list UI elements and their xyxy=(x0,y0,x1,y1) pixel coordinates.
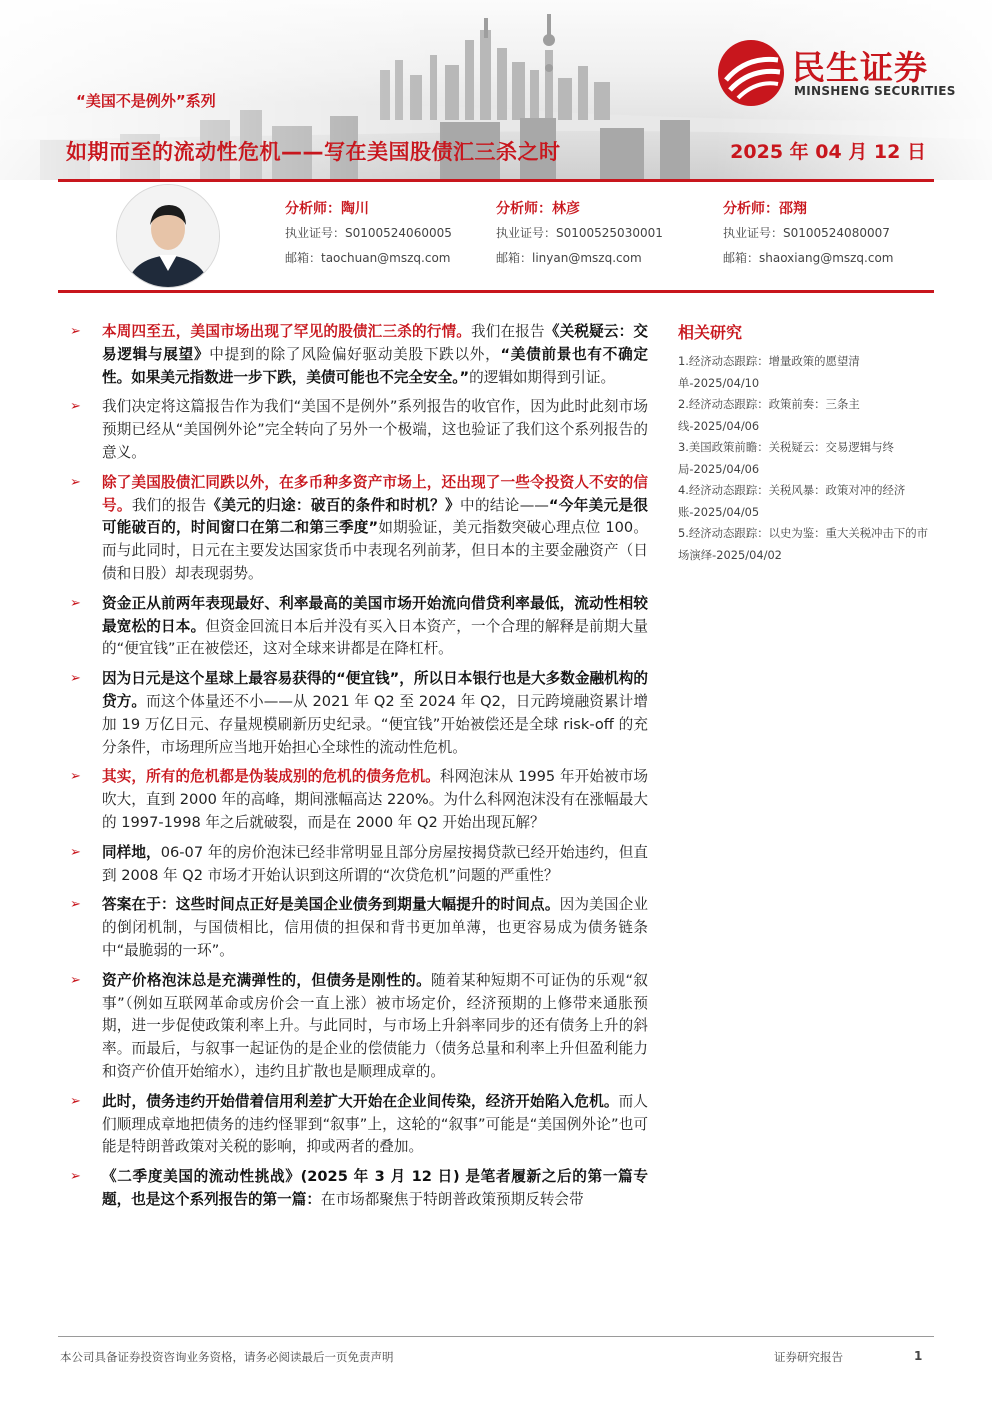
body-text-segment: 我们在报告 xyxy=(471,323,545,340)
related-research-link[interactable]: 1.经济动态跟踪：增量政策的愿望清单-2025/04/10 xyxy=(678,354,860,390)
body-text-segment: 因为美国企业的倒闭机制，与国债相比，信用债的担保和背书更加单薄，也更容易成为债务链条中“最脆弱的一环”。 xyxy=(102,896,648,959)
analyst-email: 邮箱：shaoxiang@mszq.com xyxy=(723,251,894,265)
analyst-cert-number: 执业证号：S0100524080007 xyxy=(723,226,890,240)
header-rule xyxy=(58,179,934,182)
bullet-arrow-icon: ➢ xyxy=(70,769,81,785)
header-banner xyxy=(0,0,992,180)
bullet-arrow-icon: ➢ xyxy=(70,324,81,339)
body-text-segment: 随着某种短期不可证伪的乐观“叙事”（例如互联网革命或房价会一直上涨）被市场定价，经济预期的上修带来通胀预期，进一步促使政策利率上升。与此同时，与市场上升斜率同步的还有债务上升的斜率。而最后，与叙事一起证伪的是企业的偿债能力（债务总量和利率上升但盈利能力和资产价值开始缩水），违约且扩散也是顺理成章的。 xyxy=(102,971,648,1080)
report-body xyxy=(68,321,648,1219)
footer-report-type: 证券研究报告 xyxy=(774,1350,843,1364)
related-research xyxy=(678,320,934,566)
bullet-arrow-icon: ➢ xyxy=(70,1169,81,1185)
bullet-arrow-icon: ➢ xyxy=(70,595,81,611)
body-emphasis-segment: 本周四至五，美国市场出现了罕见的股债汇三杀的行情。 xyxy=(102,323,472,340)
body-text-segment: 中的结论—— xyxy=(460,496,549,514)
report-date: 2025 年 04 月 12 日 xyxy=(730,141,926,163)
body-text-segment: 我们决定将这篇报告作为我们“美国不是例外”系列报告的收官作，因为此时此刻市场预期已经从“美国例外论”完全转向了另外一个极端，这也验证了我们这个系列报告的意义。 xyxy=(102,398,648,461)
analyst-cert-number: 执业证号：S0100525030001 xyxy=(496,226,663,240)
analyst-email: 邮箱：taochuan@mszq.com xyxy=(285,251,451,265)
footer-rule xyxy=(58,1336,934,1337)
body-emphasis-segment: 同样地， xyxy=(102,843,161,861)
body-text-segment: 中提到的除了风险偏好驱动美股下跌以外， xyxy=(209,345,501,363)
minsheng-logo-icon xyxy=(716,38,786,108)
body-text-segment: 但资金回流日本后并没有买入日本资产，一个合理的解释是前期大量的“便宜钱”正在被偿还，这对全球来讲都是在降杠杆。 xyxy=(102,617,648,658)
body-text-segment: 06-07 年的房价泡沫已经非常明显且部分房屋按揭贷款已经开始违约，但直到 2008 年 Q2 市场才开始认识到这所谓的“次贷危机”问题的严重性？ xyxy=(102,843,648,884)
analyst-3 xyxy=(723,198,894,274)
analyst-2 xyxy=(496,198,663,274)
body-emphasis-segment: “今年美元是很可能破百的，时间窗口在第二和第三季度” xyxy=(102,496,648,537)
related-research-link[interactable]: 4.经济动态跟踪：关税风暴：政策对冲的经济账-2025/04/05 xyxy=(678,483,906,519)
body-emphasis-segment: 《二季度美国的流动性挑战》(2025 年 3 月 12 日) 是笔者履新之后的第一篇专题，也是这个系列报告的第一篇： xyxy=(102,1168,648,1208)
body-paragraph xyxy=(68,321,648,389)
page-number: 1 xyxy=(914,1349,923,1363)
logo-english-text: MINSHENG SECURITIES xyxy=(794,84,956,98)
body-emphasis-segment: 答案在于：这些时间点正好是美国企业债务到期量大幅提升的时间点。 xyxy=(102,896,560,914)
analyst-photo xyxy=(116,184,220,288)
bullet-arrow-icon: ➢ xyxy=(70,972,81,988)
bullet-arrow-icon: ➢ xyxy=(70,474,81,490)
analyst-name: 分析师：邵翔 xyxy=(723,201,807,217)
body-paragraph xyxy=(68,970,648,1084)
analyst-portrait-icon xyxy=(117,185,219,287)
body-emphasis-segment: 此时，债务违约开始借着信用利差扩大开始在企业间传染，经济开始陷入危机。 xyxy=(102,1092,619,1110)
bullet-arrow-icon: ➢ xyxy=(70,844,81,860)
body-text-segment: 科网泡沫从 1995 年开始被市场吹大，直到 2000 年的高峰，期间涨幅高达 220%。为什么科网泡沫没有在涨幅最大的 1997-1998 年之后就破裂，而是在 2000 年 Q2 开始出现瓦解？ xyxy=(102,768,648,831)
body-paragraph xyxy=(68,1091,648,1159)
body-emphasis-segment: 《关税疑云：交易逻辑与展望》 xyxy=(102,323,648,363)
body-paragraph xyxy=(68,396,648,464)
bullet-arrow-icon: ➢ xyxy=(70,399,81,415)
related-research-link[interactable]: 5.经济动态跟踪：以史为鉴：重大关税冲击下的市场演绎-2025/04/02 xyxy=(678,526,929,562)
body-text-segment: 在市场都聚焦于特朗普政策预期反转会带 xyxy=(320,1190,584,1208)
body-emphasis-segment: 其实，所有的危机都是伪装成别的危机的债务危机。 xyxy=(102,768,440,786)
logo-chinese-text: 民生证券 xyxy=(792,48,928,87)
bullet-arrow-icon: ➢ xyxy=(70,671,81,687)
body-paragraph xyxy=(68,593,648,661)
body-text-segment: 如期验证，美元指数突破心理点位 100。而与此同时，日元在主要发达国家货币中表现名列前茅，但日本的主要金融资产（日债和日股）却表现弱势。 xyxy=(102,519,648,582)
series-label: “美国不是例外”系列 xyxy=(76,92,216,110)
body-emphasis-segment: 资金正从前两年表现最好、利率最高的美国市场开始流向借贷利率最低，流动性相较最宽松的日本。 xyxy=(102,594,648,635)
body-paragraph xyxy=(68,668,648,759)
body-paragraph xyxy=(68,472,648,586)
body-paragraph xyxy=(68,766,648,834)
report-title: 如期而至的流动性危机——写在美国股债汇三杀之时 xyxy=(66,140,561,164)
related-research-link[interactable]: 2.经济动态跟踪：政策前奏：三条主线-2025/04/06 xyxy=(678,397,860,433)
analyst-cert-number: 执业证号：S0100524060005 xyxy=(285,226,452,240)
footer-disclaimer: 本公司具备证券投资咨询业务资格，请务必阅读最后一页免责声明 xyxy=(60,1350,394,1364)
body-emphasis-segment: 因为日元是这个星球上最容易获得的“便宜钱”，所以日本银行也是大多数金融机构的贷方。 xyxy=(102,670,648,710)
analyst-name: 分析师：林彦 xyxy=(496,201,580,217)
analyst-email: 邮箱：linyan@mszq.com xyxy=(496,251,642,265)
bullet-arrow-icon: ➢ xyxy=(70,897,81,913)
analyst-name: 分析师：陶川 xyxy=(285,201,369,217)
body-emphasis-segment: 除了美国股债汇同跌以外，在多币种多资产市场上，还出现了一些令投资人不安的信号。 xyxy=(102,473,648,514)
body-paragraph xyxy=(68,842,648,888)
bullet-arrow-icon: ➢ xyxy=(70,1093,81,1109)
body-text-segment: 而人们顺理成章地把债务的违约怪罪到“叙事”上，这轮的“叙事”可能是“美国例外论”也可能是特朗普政策对关税的影响，抑或两者的叠加。 xyxy=(102,1092,648,1156)
body-paragraph xyxy=(68,1166,648,1212)
body-text-segment: 的逻辑如期得到引证。 xyxy=(469,368,616,386)
body-emphasis-segment: “美债前景也有不确定性。如果美元指数进一步下跌，美债可能也不完全安全。” xyxy=(102,345,648,386)
analyst-1 xyxy=(285,198,452,274)
body-emphasis-segment: 资产价格泡沫总是充满弹性的，但债务是刚性的。 xyxy=(102,971,432,989)
body-emphasis-segment: 《美元的归途：破百的条件和时机？》 xyxy=(206,496,461,514)
body-text-segment: 我们的报告 xyxy=(131,496,207,514)
related-research-link[interactable]: 3.美国政策前瞻：关税疑云：交易逻辑与终局-2025/04/06 xyxy=(678,440,894,476)
body-paragraph xyxy=(68,894,648,962)
minsheng-logo xyxy=(716,38,966,108)
related-research-title: 相关研究 xyxy=(678,323,743,342)
analyst-rule xyxy=(58,290,934,293)
body-text-segment: 而这个体量还不小——从 2021 年 Q2 至 2024 年 Q2，日元跨境融资累计增加 19 万亿日元、存量规模刷新历史纪录。“便宜钱”开始被偿还是全球 risk-off 的充分条件，市场理所应当地开始担心全球性的流动性危机。 xyxy=(102,692,648,756)
